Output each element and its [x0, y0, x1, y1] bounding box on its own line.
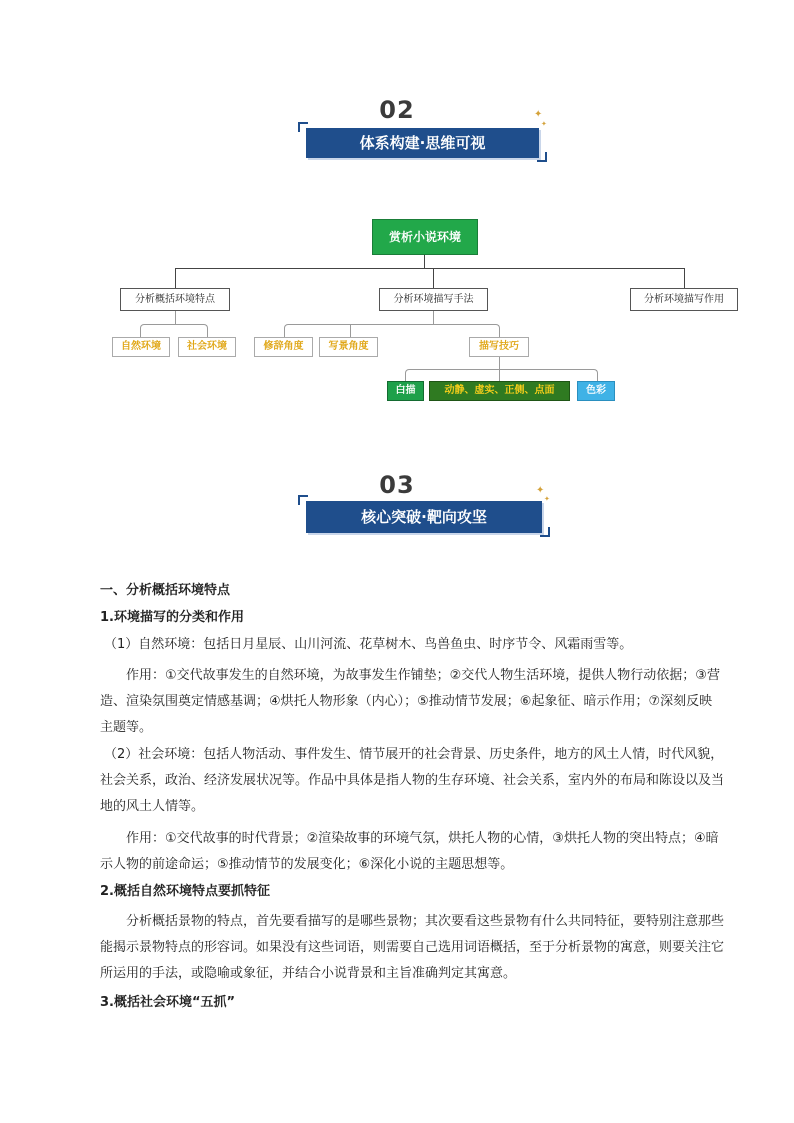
leaf-scene: 写景角度 — [319, 337, 378, 357]
paragraph: （1）自然环境：包括日月星辰、山川河流、花草树木、鸟兽鱼虫、时序节令、风霜雨雪等。 — [104, 637, 633, 652]
heading-level2: 1.环境描写的分类和作用 — [100, 610, 244, 625]
heading-level2: 3.概括社会环境“五抓” — [100, 995, 236, 1010]
connector-line — [175, 268, 176, 288]
connector-line — [424, 255, 425, 268]
leaf-rhetoric: 修辞角度 — [254, 337, 313, 357]
connector-line — [175, 311, 176, 324]
section-number: 03 — [379, 471, 415, 499]
heading-level2: 2.概括自然环境特点要抓特征 — [100, 884, 270, 899]
connector-line — [284, 324, 500, 339]
section-title: 体系构建·思维可视 — [306, 128, 539, 158]
leaf-social: 社会环境 — [178, 337, 236, 357]
tech-dongjing: 动静、虚实、正侧、点面 — [429, 381, 570, 401]
sparkle-icon: ✦ — [536, 485, 545, 496]
leaf-technique: 描写技巧 — [469, 337, 529, 357]
connector-line — [175, 268, 684, 269]
connector-line — [433, 311, 434, 324]
tech-baimiao: 白描 — [387, 381, 424, 401]
heading-level1: 一、分析概括环境特点 — [100, 583, 231, 598]
branch-features: 分析概括环境特点 — [120, 288, 230, 311]
paragraph: 分析概括景物的特点，首先要看描写的是哪些景物；其次要看这些景物有什么共同特征，要特别注意那些能揭示景物特点的形容词。如果没有这些词语，则需要自己选用词语概括，至于分析景物的寓意，则要关注它所运用的手法，或隐喻或象征，并结合小说背景和主旨准确判定其寓意。 — [100, 914, 725, 981]
mind-map-root: 赏析小说环境 — [372, 219, 478, 255]
branch-functions: 分析环境描写作用 — [630, 288, 738, 311]
connector-line — [433, 268, 434, 288]
branch-techniques: 分析环境描写手法 — [379, 288, 488, 311]
sparkle-icon: ✦ — [534, 109, 543, 120]
section-title: 核心突破·靶向攻坚 — [306, 501, 542, 533]
section-number: 02 — [379, 96, 415, 124]
connector-line — [350, 324, 351, 338]
connector-line — [684, 268, 685, 288]
sparkle-icon: ✦ — [541, 120, 547, 128]
connector-line — [499, 357, 500, 382]
sparkle-icon: ✦ — [544, 495, 550, 503]
paragraph: 作用：①交代故事的时代背景；②渲染故事的环境气氛，烘托人物的心情，③烘托人物的突出特点；④暗示人物的前途命运；⑤推动情节的发展变化；⑥深化小说的主题思想等。 — [100, 831, 719, 872]
paragraph: 作用：①交代故事发生的自然环境，为故事发生作铺垫；②交代人物生活环境，提供人物行动依据；③营造、渲染氛围奠定情感基调；④烘托人物形象（内心）；⑤推动情节发展；⑥起象征、暗示作用；⑦深刻反映主题等。 — [100, 668, 720, 735]
leaf-natural: 自然环境 — [112, 337, 170, 357]
tech-secai: 色彩 — [577, 381, 615, 401]
paragraph: （2）社会环境：包括人物活动、事件发生、情节展开的社会背景、历史条件，地方的风土人情，时代风貌，社会关系，政治、经济发展状况等。作品中具体是指人物的生存环境、社会关系，室内外的布局和陈设以及当地的风土人情等。 — [100, 747, 725, 814]
